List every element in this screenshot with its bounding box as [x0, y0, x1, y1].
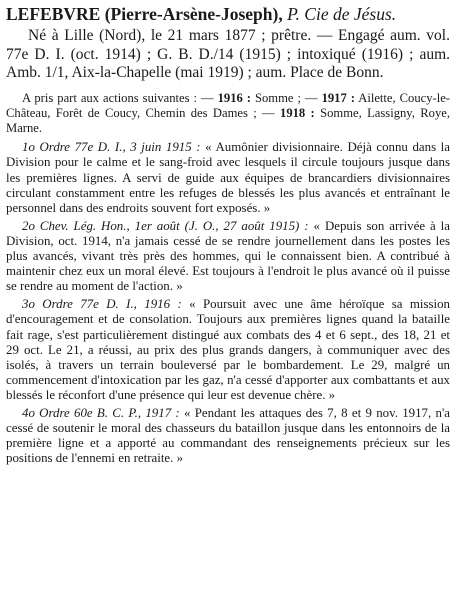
- actions-year-1917: 1917 :: [321, 90, 355, 105]
- citation-3-reference: 3o Ordre 77e D. I., 1916 :: [22, 297, 182, 312]
- citation-1: [6, 140, 450, 215]
- actions-places-1917: Ailette, Coucy-le-Château, Forêt de Coucy, Chemin des Dames ; —: [6, 90, 450, 120]
- actions-intro: A pris part aux actions suivantes : —: [22, 90, 214, 105]
- citation-4-text: « Pendant les attaques des 7, 8 et 9 nov. 1917, n'a cessé de soutenir le moral des chasseurs du bataillon jusque dans les entonnoirs de la première ligne et a apporté au commandant des renseignements précieux sur les positions de l'ennemi en retraite. »: [6, 405, 450, 466]
- citation-2-text: « Depuis son arrivée à la Division, oct. 1914, n'a jamais cessé de se rendre journellement dans les postes les plus avancés, vivant très près des hommes, qui le connaissent bien. A contribué à maintenir chez eux un moral élevé. Est toujours à l'endroit le plus avancé où il puisse se rendre au moment de l'action. »: [6, 218, 450, 294]
- actions-year-1918: 1918 :: [280, 105, 315, 120]
- actions-year-1916: 1916 :: [217, 90, 251, 105]
- citation-4-reference: 4o Ordre 60e B. C. P., 1917 :: [22, 405, 180, 420]
- entry-given-names: (Pierre-Arsène-Joseph),: [104, 4, 283, 24]
- actions-places-1916: Somme ; —: [255, 90, 318, 105]
- citation-3-text: « Poursuit avec une âme héroïque sa mission d'encouragement et de consolation. Toujours aux premières lignes quand la bataille fait rage, s'est particulièrement distingué aux combats des 4 et 6 sept., des 18, 21 et 29 oct. Le 21, a réussi, au prix des plus grands dangers, à communiquer avec des isolés, à travers un terrain bouleversé par le bombardement. Le 29, malgré un commencement d'intoxication par les gaz, n'a cessé d'apporter aux combattants et aux blessés le réconfort d'une présence qui leur est devenue chère. »: [6, 297, 450, 402]
- citation-3: [6, 297, 450, 403]
- actions-places-1918: Somme, Lassigny, Roye, Marne.: [6, 105, 450, 136]
- entry-biography: Né à Lille (Nord), le 21 mars 1877 ; prêtre. — Engagé aum. vol. 77e D. I. (oct. 1914) ; G. B. D./14 (1915) ; intoxiqué (1916) ; aum. Amb. 1/1, Aix-la-Chapelle (mai 1919) ; aum. Place de Bonn.: [6, 27, 450, 82]
- entry-religious-order: P. Cie de Jésus.: [287, 4, 397, 24]
- citation-2: [6, 219, 450, 294]
- citation-1-reference: 1o Ordre 77e D. I., 3 juin 1915 :: [22, 140, 201, 155]
- actions-paragraph: [6, 91, 450, 137]
- entry-surname: LEFEBVRE: [6, 4, 101, 24]
- citation-2-reference: 2o Chev. Lég. Hon., 1er août (J. O., 27 août 1915) :: [22, 218, 309, 233]
- entry-heading: [6, 3, 450, 25]
- citation-4: [6, 406, 450, 466]
- citation-1-text: « Aumônier divisionnaire. Déjà connu dans la Division pour le calme et le sang-froid avec lesquels il circule toujours jusque dans les premières lignes. A servi de guide aux équipes de brancardiers divisionnaires circulant constamment entre les refuges de blessés les plus avancés et entraînant le personnel dans des endroits souvent fort exposés. »: [6, 140, 450, 215]
